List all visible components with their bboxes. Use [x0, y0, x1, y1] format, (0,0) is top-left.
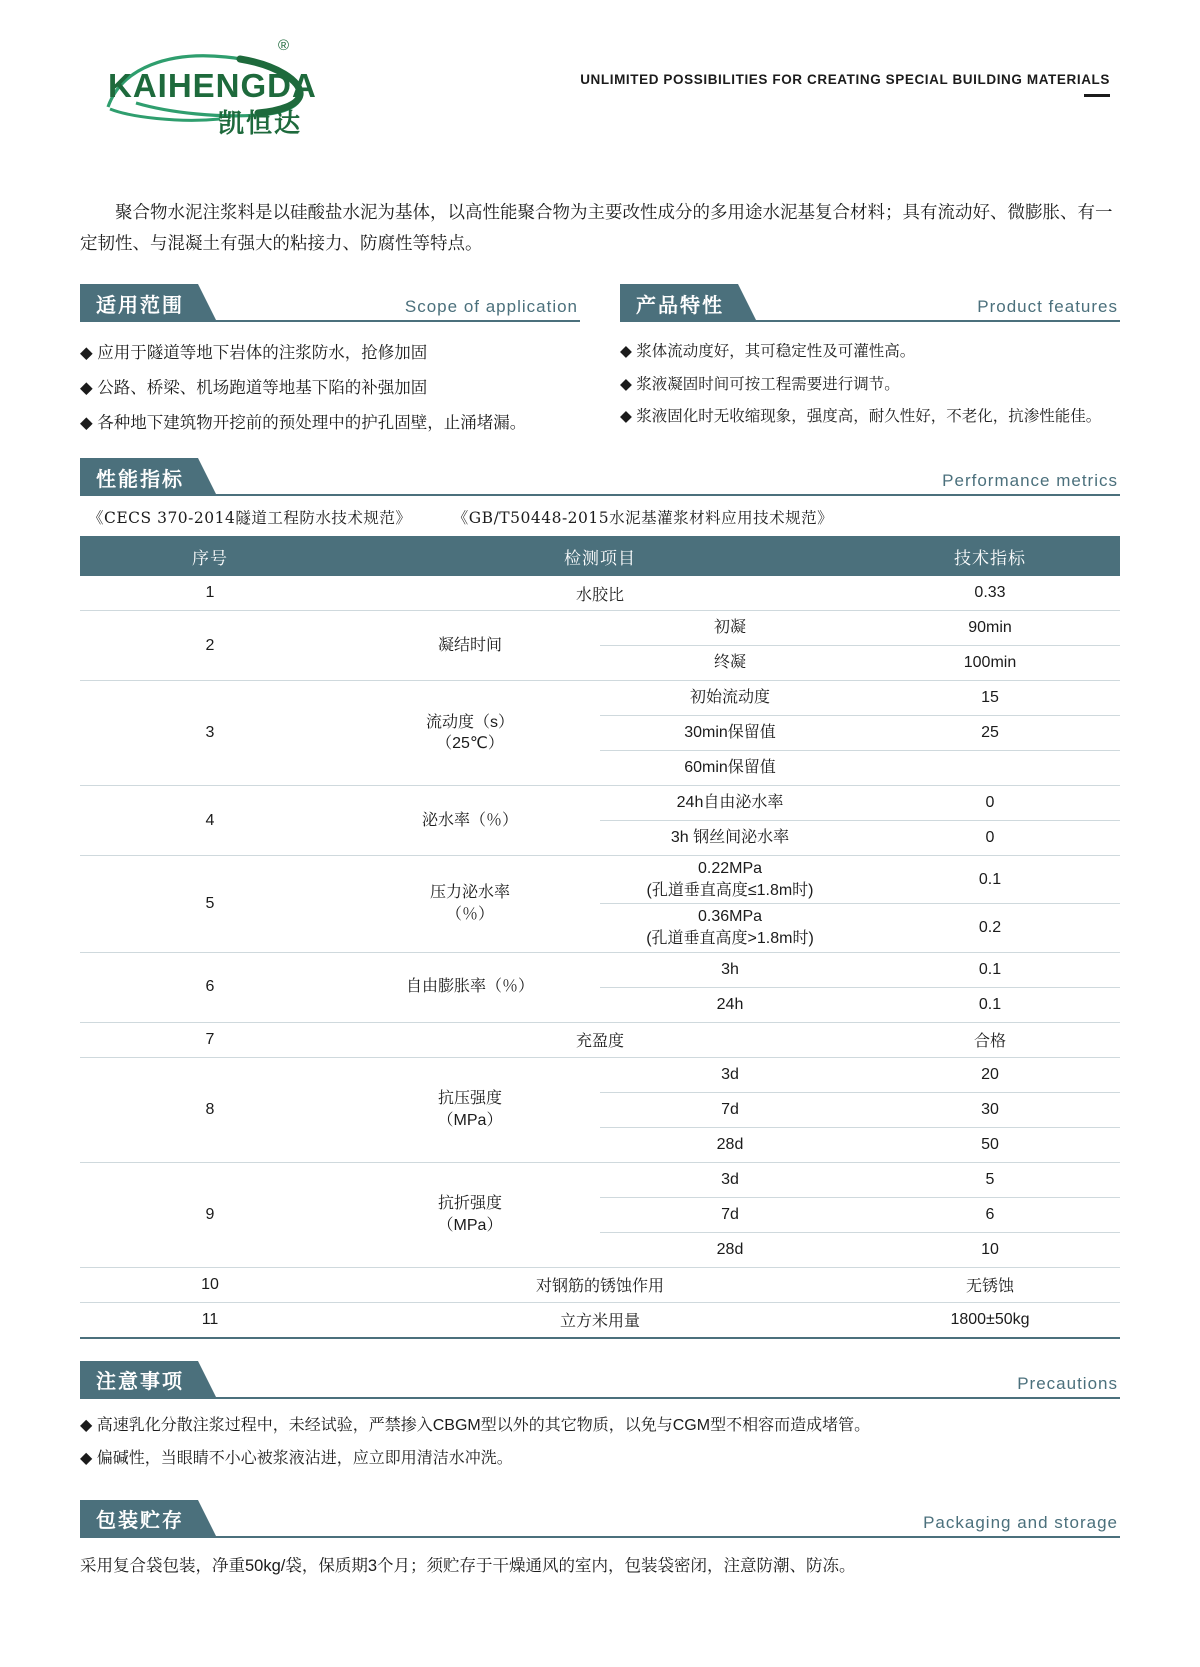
cell-sub-item: 3h 钢丝间泌水率 [600, 821, 860, 856]
list-item: ◆ 高速乳化分散注浆过程中，未经试验，严禁掺入CBGM型以外的其它物质，以免与CGM型不相容而造成堵管。 [80, 1416, 871, 1434]
packaging-section-header [80, 1500, 1120, 1538]
cell-value: 50 [860, 1127, 1120, 1162]
cell-value: 6 [860, 1197, 1120, 1232]
table-row [80, 1022, 1120, 1057]
features-column [620, 284, 1120, 440]
cell-index: 11 [201, 1310, 219, 1328]
scope-header-rule [198, 284, 580, 322]
performance-title-cn: 性能指标 [80, 458, 198, 496]
scope-bullet-list [80, 336, 580, 440]
cell-value: 0 [860, 821, 1120, 856]
cell-value [860, 751, 1120, 786]
scope-section-header [80, 284, 580, 322]
cell-index: 7 [80, 1022, 340, 1057]
cell-sub-item: 7d [600, 1092, 860, 1127]
precautions-list [80, 1409, 1120, 1476]
cell-item-group: 压力泌水率 （％） [340, 856, 600, 952]
features-title-cn: 产品特性 [620, 284, 738, 322]
cell-index: 10 [80, 1267, 340, 1302]
cell-value: 30 [860, 1092, 1120, 1127]
list-item: ◆ 浆液固化时无收缩现象，强度高，耐久性好，不老化，抗渗性能佳。 [620, 408, 1102, 426]
cell-sub-item: 终凝 [600, 646, 860, 681]
packaging-header-rule [198, 1500, 1120, 1538]
table-row [80, 576, 1120, 611]
cell-value: 100min [860, 646, 1120, 681]
table-row [80, 1302, 1120, 1337]
table-row [80, 681, 1120, 716]
logo-text-cn: 凯恒达 [218, 107, 303, 138]
scope-column [80, 284, 580, 440]
cell-index: 2 [80, 611, 340, 681]
cell-index: 4 [80, 786, 340, 856]
slogan-underline [1084, 94, 1110, 97]
standard-2: 《GB/T50448-2015水泥基灌浆材料应用技术规范》 [452, 509, 834, 528]
list-item: ◆ 浆液凝固时间可按工程需要进行调节。 [620, 375, 900, 393]
cell-item-group: 抗折强度 （MPa） [340, 1162, 600, 1267]
cell-index: 9 [80, 1162, 340, 1267]
cell-sub-item: 3h [600, 952, 860, 987]
table-row [80, 786, 1120, 821]
cell-value: 0.1 [860, 952, 1120, 987]
intro-paragraph: 聚合物水泥注浆料是以硅酸盐水泥为基体，以高性能聚合物为主要改性成分的多用途水泥基复合材料；具有流动好、微膨胀、有一定韧性、与混凝土有强大的粘接力、防腐性等特点。 [80, 202, 1113, 253]
list-item: ◆ 浆体流动度好，其可稳定性及可灌性高。 [620, 343, 916, 361]
table-row [80, 1267, 1120, 1302]
cell-value: 1800±50kg [950, 1310, 1030, 1328]
cell-index: 6 [80, 952, 340, 1022]
cell-sub-item: 0.36MPa (孔道垂直高度>1.8m时) [600, 904, 860, 952]
table-header-row [80, 536, 1120, 576]
header-slogan-block [580, 72, 1110, 103]
cell-sub-item: 24h [600, 987, 860, 1022]
performance-table-wrapper [80, 536, 1120, 1338]
cell-test-item: 充盈度 [340, 1022, 860, 1057]
logo-text-en: KAIHENGDA [108, 66, 317, 104]
page-header [80, 0, 1120, 175]
col-header-item: 检测项目 [340, 536, 860, 576]
cell-value: 5 [860, 1162, 1120, 1197]
cell-index: 3 [80, 681, 340, 786]
cell-index: 1 [80, 576, 340, 611]
precautions-title-en: Precautions [1017, 1373, 1118, 1393]
col-header-value: 技术指标 [860, 536, 1120, 576]
cell-sub-item: 60min保留值 [600, 751, 860, 786]
list-item: ◆ 偏碱性，当眼睛不小心被浆液沾进，应立即用清洁水冲洗。 [80, 1450, 513, 1468]
scope-title-en: Scope of application [404, 297, 578, 317]
cell-value: 合格 [860, 1022, 1120, 1057]
cell-value: 0.1 [860, 856, 1120, 904]
performance-section-header [80, 458, 1120, 496]
cell-value: 20 [860, 1057, 1120, 1092]
packaging-title-cn: 包装贮存 [80, 1500, 198, 1538]
cell-index: 5 [80, 856, 340, 952]
features-section-header [620, 284, 1120, 322]
packaging-text: 采用复合袋包装，净重50kg/袋，保质期3个月；须贮存于干燥通风的室内，包装袋密闭，注意防潮、防冻。 [80, 1556, 856, 1575]
standards-line [88, 506, 1120, 528]
cell-item-group: 抗压强度 （MPa） [340, 1057, 600, 1162]
cell-sub-item: 初凝 [600, 611, 860, 646]
cell-index: 8 [80, 1057, 340, 1162]
cell-value: 0 [860, 786, 1120, 821]
cell-sub-item: 0.22MPa (孔道垂直高度≤1.8m时) [600, 856, 860, 904]
registered-mark-icon: ® [278, 36, 290, 54]
cell-item-group: 自由膨胀率（％） [340, 952, 600, 1022]
col-header-index: 序号 [80, 536, 340, 576]
cell-item-group: 流动度（s） （25℃） [340, 681, 600, 786]
cell-value: 15 [860, 681, 1120, 716]
performance-header-rule [198, 458, 1120, 496]
cell-sub-item: 28d [600, 1127, 860, 1162]
cell-test-item: 水胶比 [340, 576, 860, 611]
performance-table [80, 536, 1120, 1336]
cell-sub-item: 7d [600, 1197, 860, 1232]
features-title-en: Product features [977, 297, 1118, 317]
cell-test-item: 立方米用量 [559, 1313, 640, 1331]
table-row [80, 611, 1120, 646]
cell-sub-item: 3d [600, 1057, 860, 1092]
header-slogan: UNLIMITED POSSIBILITIES FOR CREATING SPECIAL BUILDING MATERIALS [580, 72, 1110, 87]
standard-1: 《CECS 370-2014隧道工程防水技术规范》 [88, 509, 412, 528]
table-row [80, 1162, 1120, 1197]
cell-value: 0.2 [860, 904, 1120, 952]
list-item: ◆ 应用于隧道等地下岩体的注浆防水，抢修加固 [80, 344, 428, 363]
features-header-rule [738, 284, 1120, 322]
table-row [80, 856, 1120, 904]
features-bullet-list [620, 336, 1120, 434]
table-row [80, 952, 1120, 987]
packaging-title-en: Packaging and storage [923, 1512, 1118, 1532]
precautions-section-header [80, 1361, 1120, 1399]
precautions-title-cn: 注意事项 [80, 1361, 198, 1399]
list-item: ◆ 各种地下建筑物开挖前的预处理中的护孔固壁，止涌堵漏。 [80, 413, 527, 432]
cell-value: 10 [860, 1232, 1120, 1267]
cell-sub-item: 初始流动度 [600, 681, 860, 716]
list-item: ◆ 公路、桥梁、机场跑道等地基下陷的补强加固 [80, 378, 428, 397]
performance-table-body [80, 576, 1120, 1336]
cell-value: 0.33 [860, 576, 1120, 611]
scope-features-row [80, 284, 1120, 440]
cell-item-group: 凝结时间 [340, 611, 600, 681]
cell-value: 90min [860, 611, 1120, 646]
table-row [80, 1057, 1120, 1092]
cell-value: 25 [860, 716, 1120, 751]
cell-test-item: 对钢筋的锈蚀作用 [340, 1267, 860, 1302]
precautions-header-rule [198, 1361, 1120, 1399]
performance-title-en: Performance metrics [942, 471, 1118, 491]
scope-title-cn: 适用范围 [80, 284, 198, 322]
cell-value: 0.1 [860, 987, 1120, 1022]
cell-sub-item: 30min保留值 [600, 716, 860, 751]
cell-sub-item: 3d [600, 1162, 860, 1197]
cell-item-group: 泌水率（％） [340, 786, 600, 856]
cell-sub-item: 24h自由泌水率 [600, 786, 860, 821]
cell-sub-item: 28d [600, 1232, 860, 1267]
brand-logo [100, 33, 330, 143]
cell-value: 无锈蚀 [860, 1267, 1120, 1302]
